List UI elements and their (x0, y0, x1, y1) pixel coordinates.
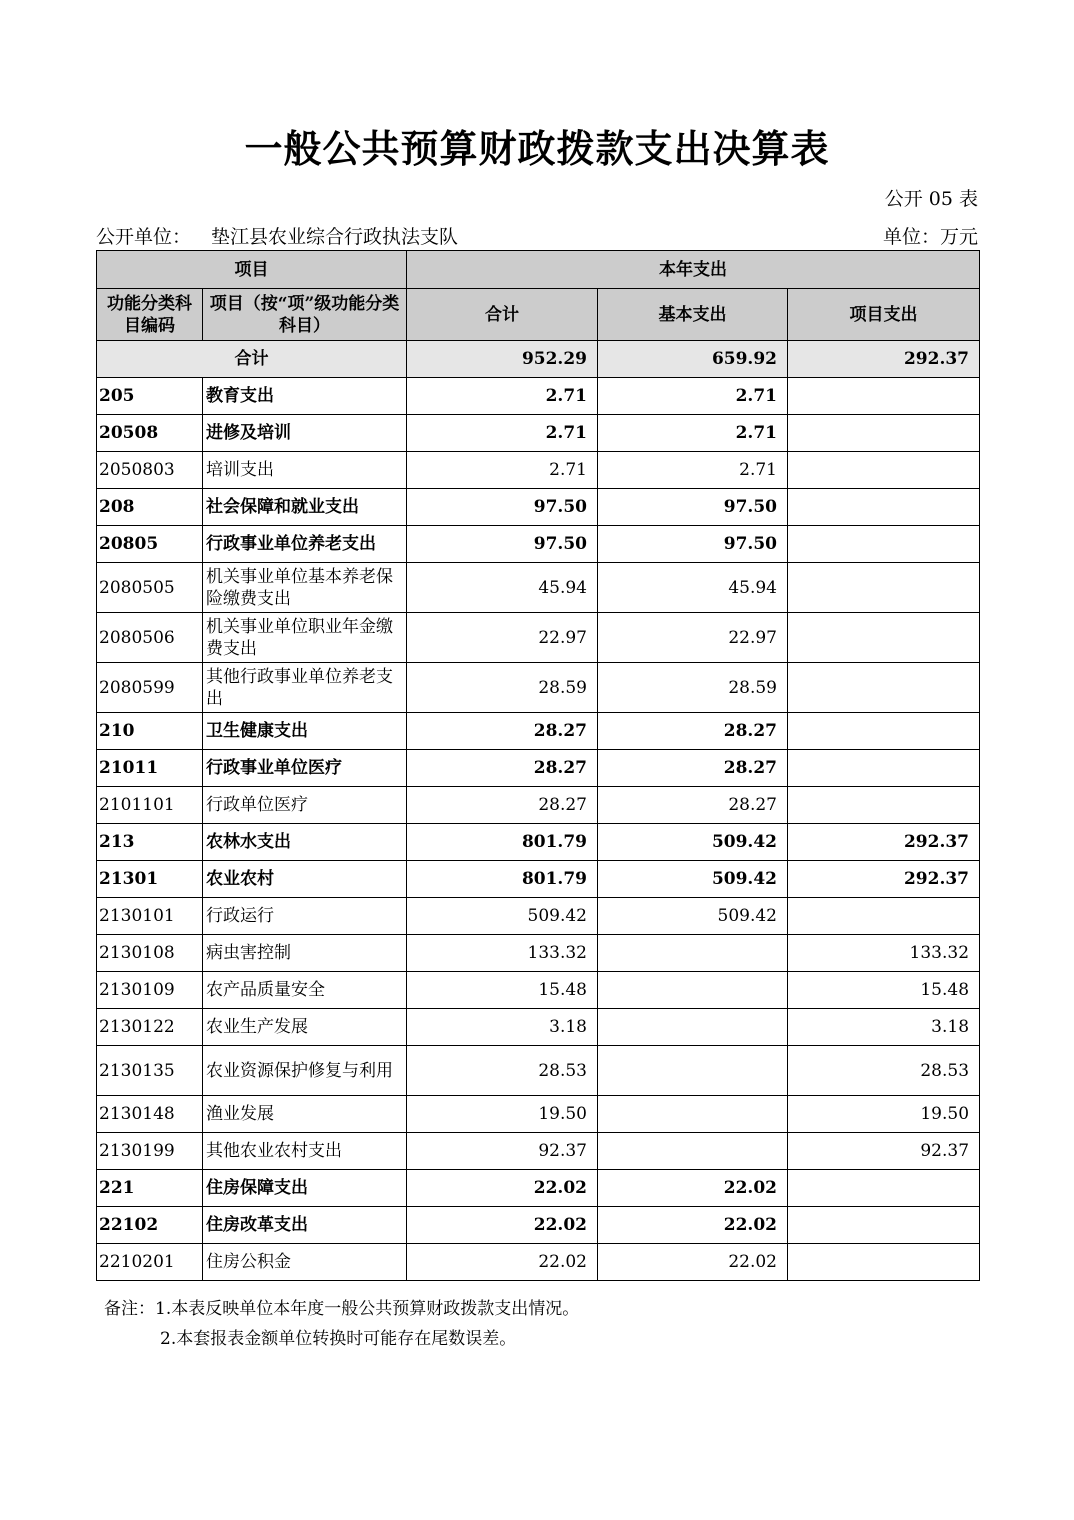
table-row (97, 972, 980, 1009)
row-name: 住房保障支出 (203, 1170, 407, 1207)
row-name: 农业农村 (203, 861, 407, 898)
row-code: 213 (97, 824, 203, 861)
header-item: 项目（按“项”级功能分类科目） (203, 289, 407, 341)
page-title: 一般公共预算财政拨款支出决算表 (244, 126, 830, 171)
table-row (97, 787, 980, 824)
row-basic: 22.97 (598, 613, 788, 663)
note-2: 2.本套报表金额单位转换时可能存在尾数误差。 (160, 1329, 517, 1349)
row-project: 15.48 (788, 972, 980, 1009)
row-name: 渔业发展 (203, 1096, 407, 1133)
note-1: 备注：1.本表反映单位本年度一般公共预算财政拨款支出情况。 (104, 1299, 580, 1319)
row-code: 205 (97, 378, 203, 415)
row-project (788, 713, 980, 750)
row-total: 3.18 (407, 1009, 598, 1046)
row-basic: 28.27 (598, 750, 788, 787)
expense-table (96, 250, 980, 1281)
row-name: 卫生健康支出 (203, 713, 407, 750)
row-name: 其他行政事业单位养老支出 (203, 663, 407, 713)
row-code: 210 (97, 713, 203, 750)
row-basic: 22.02 (598, 1244, 788, 1281)
row-basic: 2.71 (598, 415, 788, 452)
row-total: 22.97 (407, 613, 598, 663)
row-total: 28.27 (407, 713, 598, 750)
row-name: 社会保障和就业支出 (203, 489, 407, 526)
row-name: 农林水支出 (203, 824, 407, 861)
row-project (788, 750, 980, 787)
row-basic (598, 1046, 788, 1096)
row-code: 22102 (97, 1207, 203, 1244)
row-name: 教育支出 (203, 378, 407, 415)
row-total: 45.94 (407, 563, 598, 613)
row-basic: 22.02 (598, 1170, 788, 1207)
row-name: 农产品质量安全 (203, 972, 407, 1009)
row-name: 行政事业单位医疗 (203, 750, 407, 787)
currency-unit: 单位：万元 (882, 226, 978, 248)
row-project (788, 415, 980, 452)
row-code: 20508 (97, 415, 203, 452)
row-name: 行政单位医疗 (203, 787, 407, 824)
table-row (97, 1096, 980, 1133)
row-total: 2.71 (407, 415, 598, 452)
row-name: 住房改革支出 (203, 1207, 407, 1244)
row-name: 机关事业单位基本养老保险缴费支出 (203, 563, 407, 613)
row-total: 801.79 (407, 861, 598, 898)
total-label: 合计 (97, 341, 407, 378)
row-total: 92.37 (407, 1133, 598, 1170)
row-code: 21301 (97, 861, 203, 898)
row-total: 22.02 (407, 1170, 598, 1207)
row-name: 行政运行 (203, 898, 407, 935)
unit-label: 公开单位： (96, 226, 192, 248)
row-name: 农业生产发展 (203, 1009, 407, 1046)
row-total: 15.48 (407, 972, 598, 1009)
table-row (97, 1170, 980, 1207)
row-basic (598, 1096, 788, 1133)
row-basic (598, 972, 788, 1009)
row-basic: 97.50 (598, 526, 788, 563)
header-project: 项目 (97, 251, 407, 289)
row-basic: 2.71 (598, 378, 788, 415)
row-code: 2130108 (97, 935, 203, 972)
row-name: 病虫害控制 (203, 935, 407, 972)
row-total: 28.53 (407, 1046, 598, 1096)
row-project (788, 787, 980, 824)
table-row (97, 378, 980, 415)
row-basic: 2.71 (598, 452, 788, 489)
total-sum: 952.29 (407, 341, 598, 378)
table-row (97, 824, 980, 861)
row-name: 机关事业单位职业年金缴费支出 (203, 613, 407, 663)
row-total: 133.32 (407, 935, 598, 972)
row-total: 22.02 (407, 1244, 598, 1281)
row-project (788, 489, 980, 526)
row-basic: 28.27 (598, 787, 788, 824)
table-row (97, 898, 980, 935)
row-project (788, 1244, 980, 1281)
row-total: 2.71 (407, 452, 598, 489)
row-code: 2130101 (97, 898, 203, 935)
row-code: 2080505 (97, 563, 203, 613)
unit-name: 垫江县农业综合行政执法支队 (211, 226, 459, 248)
row-code: 208 (97, 489, 203, 526)
row-project (788, 452, 980, 489)
row-basic: 22.02 (598, 1207, 788, 1244)
row-name: 农业资源保护修复与利用 (203, 1046, 407, 1096)
row-basic: 509.42 (598, 861, 788, 898)
table-row (97, 613, 980, 663)
row-total: 28.59 (407, 663, 598, 713)
row-code: 2101101 (97, 787, 203, 824)
row-total: 97.50 (407, 526, 598, 563)
row-total: 28.27 (407, 750, 598, 787)
row-basic: 28.59 (598, 663, 788, 713)
row-name: 住房公积金 (203, 1244, 407, 1281)
header-project-expense: 项目支出 (788, 289, 980, 341)
row-basic (598, 1133, 788, 1170)
row-name: 培训支出 (203, 452, 407, 489)
header-total: 合计 (407, 289, 598, 341)
table-row (97, 1244, 980, 1281)
row-basic: 45.94 (598, 563, 788, 613)
row-project: 19.50 (788, 1096, 980, 1133)
table-row (97, 1207, 980, 1244)
table-row (97, 713, 980, 750)
row-project: 28.53 (788, 1046, 980, 1096)
row-project (788, 663, 980, 713)
notes (104, 1294, 579, 1354)
row-basic: 28.27 (598, 713, 788, 750)
row-basic: 509.42 (598, 898, 788, 935)
row-code: 221 (97, 1170, 203, 1207)
table-row (97, 452, 980, 489)
total-project: 292.37 (788, 341, 980, 378)
table-row (97, 526, 980, 563)
table-row (97, 1046, 980, 1096)
row-project: 92.37 (788, 1133, 980, 1170)
row-code: 2130135 (97, 1046, 203, 1096)
row-code: 2130109 (97, 972, 203, 1009)
table-row (97, 489, 980, 526)
row-total: 97.50 (407, 489, 598, 526)
row-total: 19.50 (407, 1096, 598, 1133)
row-project (788, 1170, 980, 1207)
row-total: 2.71 (407, 378, 598, 415)
row-project (788, 563, 980, 613)
header-basic: 基本支出 (598, 289, 788, 341)
row-name: 进修及培训 (203, 415, 407, 452)
row-code: 2080506 (97, 613, 203, 663)
row-code: 2080599 (97, 663, 203, 713)
row-project: 292.37 (788, 824, 980, 861)
table-row (97, 1133, 980, 1170)
row-basic: 509.42 (598, 824, 788, 861)
row-code: 2130199 (97, 1133, 203, 1170)
table-row (97, 563, 980, 613)
row-basic (598, 935, 788, 972)
table-row (97, 1009, 980, 1046)
row-code: 2130148 (97, 1096, 203, 1133)
row-total: 509.42 (407, 898, 598, 935)
row-total: 28.27 (407, 787, 598, 824)
row-project: 3.18 (788, 1009, 980, 1046)
row-code: 2210201 (97, 1244, 203, 1281)
row-project: 133.32 (788, 935, 980, 972)
row-code: 20805 (97, 526, 203, 563)
row-code: 2130122 (97, 1009, 203, 1046)
row-basic: 97.50 (598, 489, 788, 526)
row-name: 行政事业单位养老支出 (203, 526, 407, 563)
unit-info (96, 222, 458, 249)
table-row (97, 861, 980, 898)
row-project (788, 526, 980, 563)
total-basic: 659.92 (598, 341, 788, 378)
row-total: 22.02 (407, 1207, 598, 1244)
row-total: 801.79 (407, 824, 598, 861)
form-number: 公开 05 表 (884, 188, 978, 210)
row-project (788, 898, 980, 935)
row-code: 2050803 (97, 452, 203, 489)
row-project (788, 613, 980, 663)
table-row (97, 935, 980, 972)
row-project: 292.37 (788, 861, 980, 898)
row-name: 其他农业农村支出 (203, 1133, 407, 1170)
row-code: 21011 (97, 750, 203, 787)
table-body (97, 341, 980, 1281)
unit-info-row (96, 222, 978, 248)
header-code: 功能分类科目编码 (97, 289, 203, 341)
row-basic (598, 1009, 788, 1046)
total-row (97, 341, 980, 378)
table-row (97, 663, 980, 713)
header-year-expense: 本年支出 (407, 251, 980, 289)
row-project (788, 378, 980, 415)
row-project (788, 1207, 980, 1244)
table-row (97, 750, 980, 787)
table-row (97, 415, 980, 452)
